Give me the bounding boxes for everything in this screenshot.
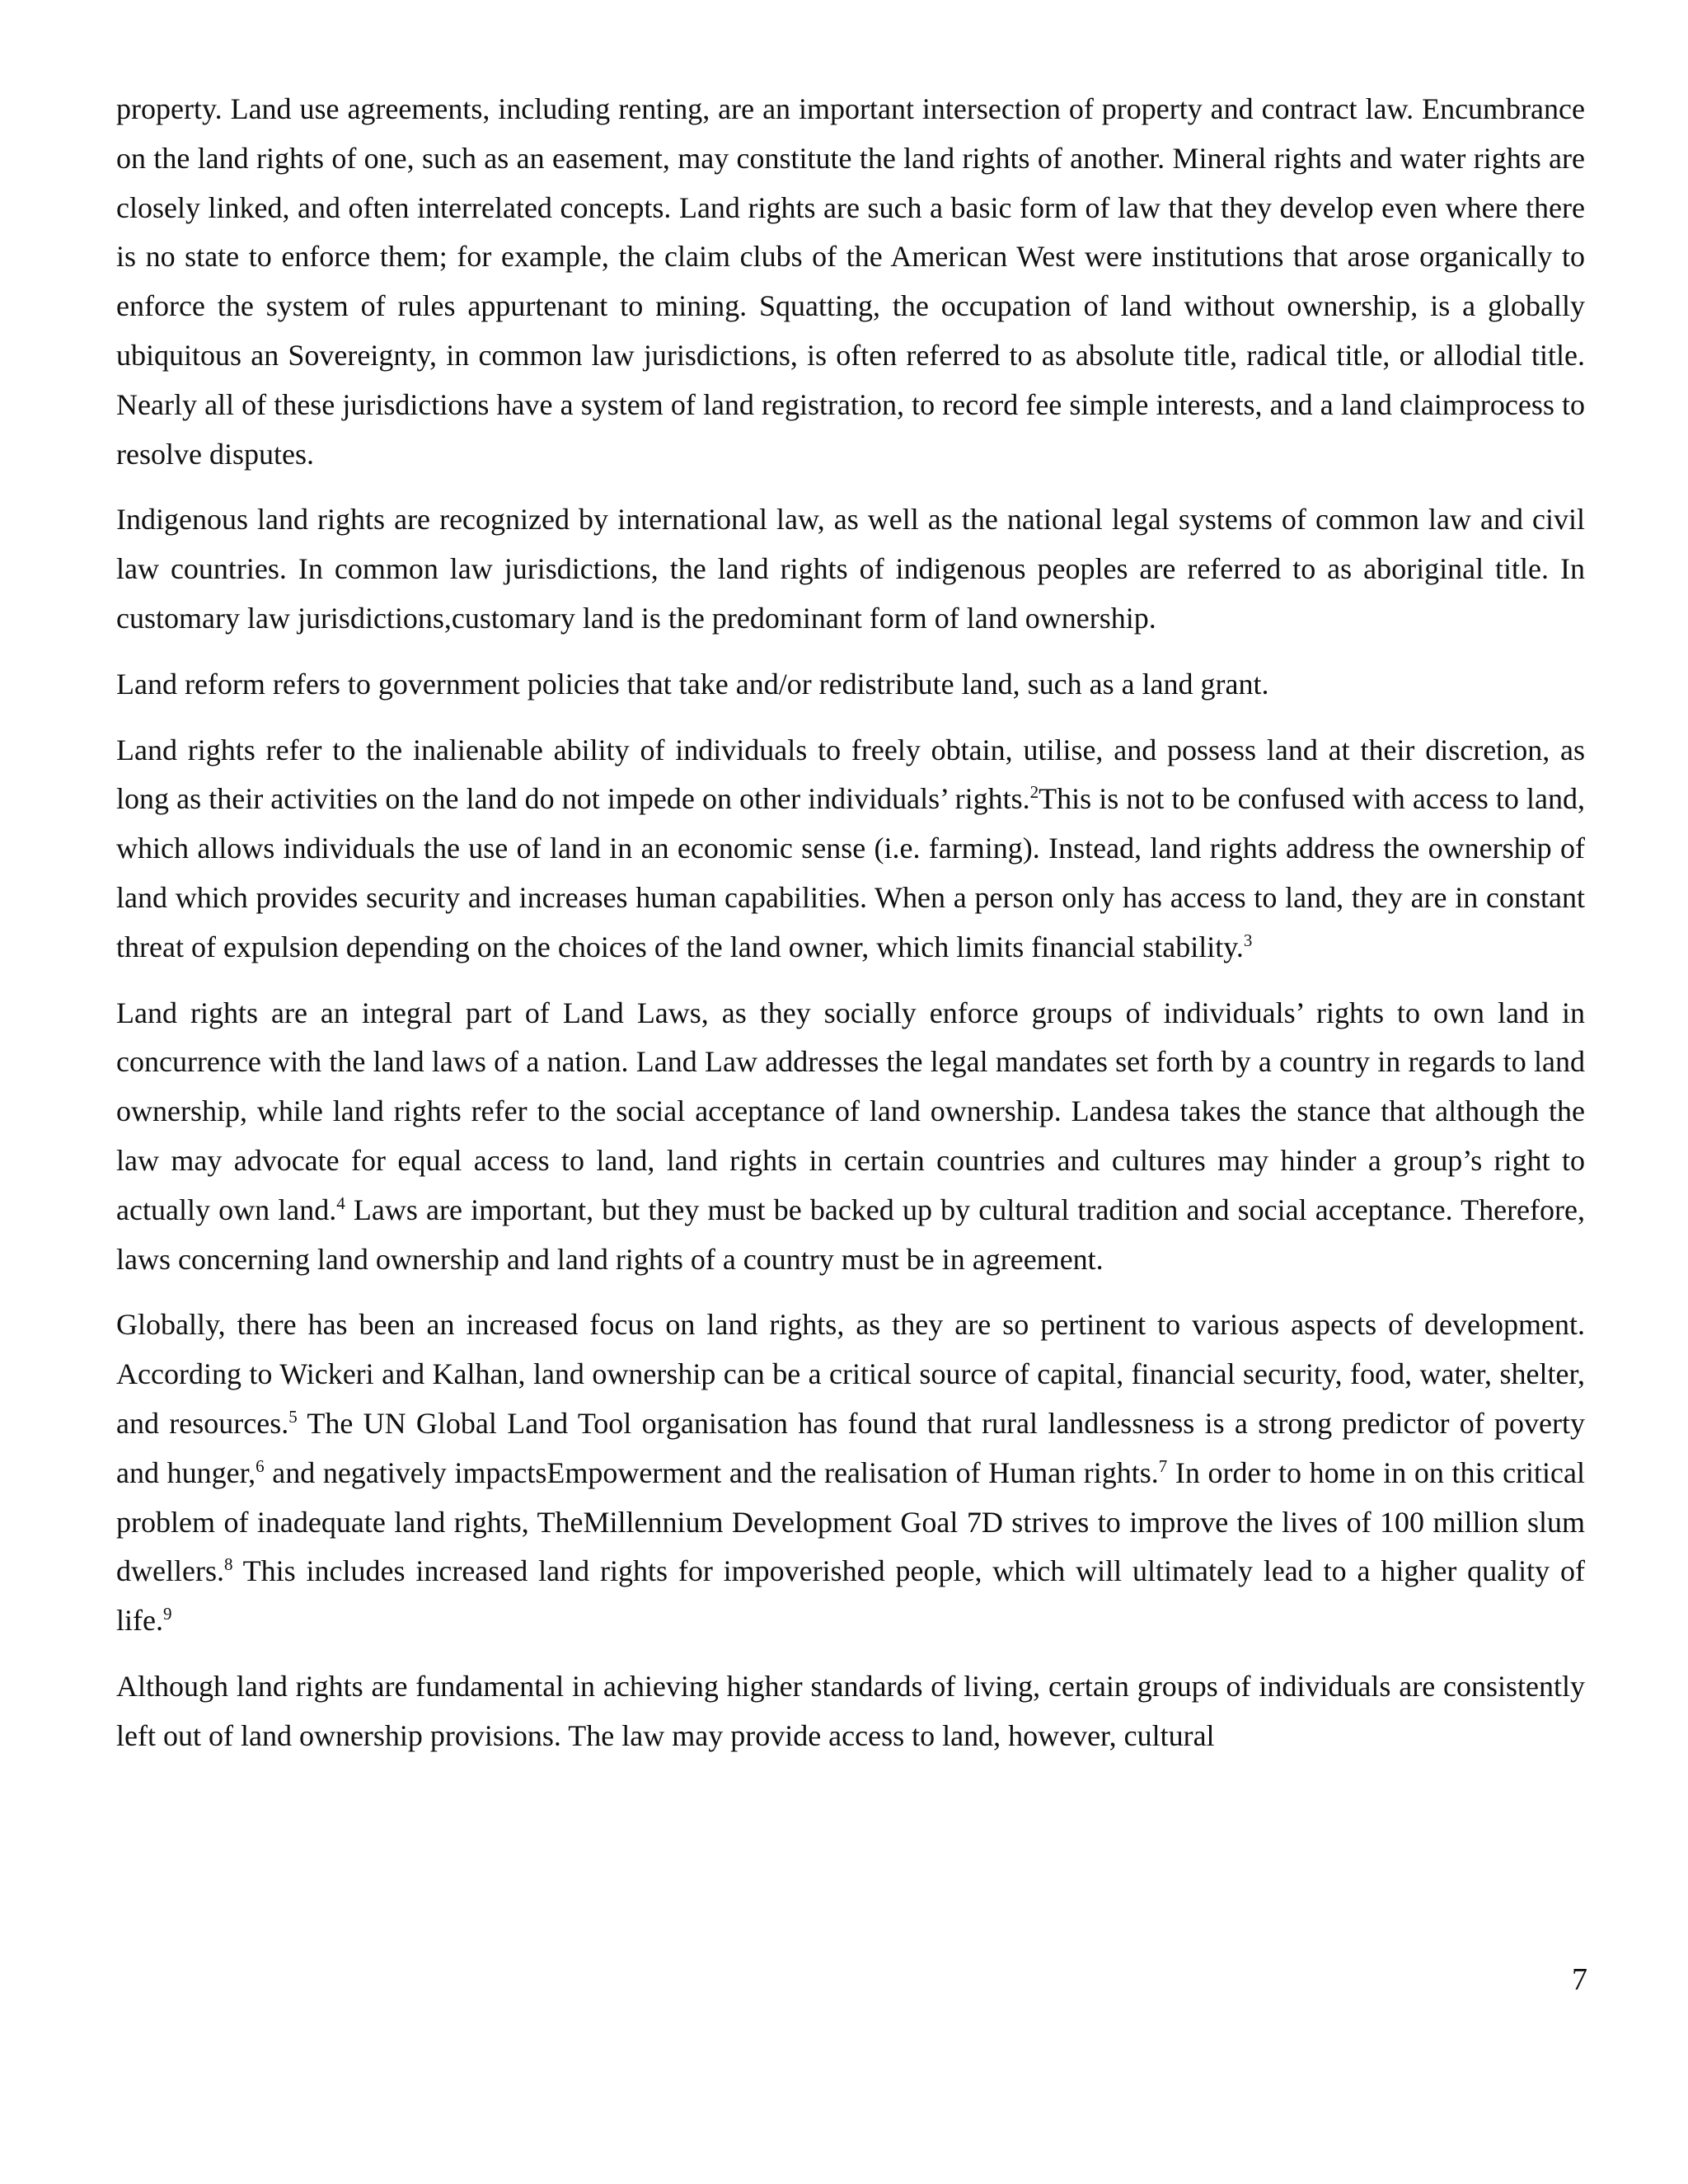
paragraph-text: Land rights refer to the inalienable ability of individuals to freely obtain, utilise, and possess land at their discretion, as long as their activities on the land do not impede on other individuals’ rights. (116, 733, 1585, 816)
paragraph-7 (116, 1662, 1585, 1761)
paragraph-text: and negatively impactsEmpowerment and the realisation of Human rights. (264, 1455, 1159, 1489)
paragraph-text: Land reform refers to government policies that take and/or redistribute land, such as a land grant. (116, 667, 1269, 701)
paragraph-text: Globally, there has been an increased focus on land rights, as they are so pertinent to various aspects of development. According to Wickeri and Kalhan, land ownership can be a critical source of capital, financial security, food, water, shelter, and resources. (116, 1308, 1585, 1440)
document-body (116, 85, 1585, 1778)
paragraph-5 (116, 989, 1585, 1285)
paragraph-3 (116, 660, 1585, 710)
page-number: 7 (1572, 1962, 1587, 1997)
footnote-reference-3: 3 (1243, 930, 1253, 950)
paragraph-text: The UN Global Land Tool organisation has found that rural landlessness is a strong predictor of poverty and hunger, (116, 1406, 1585, 1489)
paragraph-4 (116, 726, 1585, 972)
footnote-reference-6: 6 (256, 1455, 265, 1476)
paragraph-text: Indigenous land rights are recognized by international law, as well as the national legal systems of common law and civil law countries. In common law jurisdictions, the land rights of indigenous peoples are referred to as aboriginal title. In customary law jurisdictions,customary land is the predominant form of land ownership. (116, 503, 1585, 635)
footnote-reference-4: 4 (336, 1193, 345, 1213)
paragraph-text: This is not to be confused with access to land, which allows individuals the use of land in an economic sense (i.e. farming). Instead, land rights address the ownership of land which provides security and increases human capabilities. When a person only has access to land, they are in constant threat of expulsion depending on the choices of the land owner, which limits financial stability. (116, 782, 1586, 963)
paragraph-1 (116, 85, 1585, 479)
footnote-reference-8: 8 (223, 1554, 233, 1575)
paragraph-text: Although land rights are fundamental in achieving higher standards of living, certain groups of individuals are consistently left out of land ownership provisions. The law may provide access to land, however, cultural (116, 1669, 1585, 1752)
paragraph-text: Land rights are an integral part of Land Laws, as they socially enforce groups of individuals’ rights to own land in concurrence with the land laws of a nation. Land Law addresses the legal mandates set forth by a country in regards to land ownership, while land rights refer to the social acceptance of land ownership. Landesa takes the stance that although the law may advocate for equal access to land, land rights in certain countries and cultures may hinder a group’s right to actually own land. (116, 996, 1585, 1226)
paragraph-text: In order to home in on this critical problem of inadequate land rights, TheMillennium Development Goal 7D strives to improve the lives of 100 million slum dwellers. (116, 1455, 1586, 1588)
footnote-reference-9: 9 (162, 1604, 172, 1624)
paragraph-6 (116, 1301, 1585, 1646)
paragraph-2 (116, 495, 1585, 643)
footnote-reference-5: 5 (288, 1406, 298, 1427)
paragraph-text: Laws are important, but they must be backed up by cultural tradition and social acceptance. Therefore, laws concerning land ownership and land rights of a country must be in agreement. (116, 1193, 1585, 1276)
footnote-reference-2: 2 (1029, 782, 1039, 803)
paragraph-text: property. Land use agreements, including renting, are an important intersection of property and contract law. Encumbrance on the land rights of one, such as an easement, may constitute the land rights of another. Mineral rights and water rights are closely linked, and often interrelated concepts. Land rights are such a basic form of law that they develop even where there is no state to enforce them; for example, the claim clubs of the American West were institutions that arose organically to enforce the system of rules appurtenant to mining. Squatting, the occupation of land without ownership, is a globally ubiquitous an Sovereignty, in common law jurisdictions, is often referred to as absolute title, radical title, or allodial title. Nearly all of these jurisdictions have a system of land registration, to record fee simple interests, and a land claimprocess to resolve disputes. (116, 92, 1585, 471)
paragraph-text: This includes increased land rights for impoverished people, which will ultimately lead to a higher quality of life. (116, 1554, 1585, 1638)
footnote-reference-7: 7 (1158, 1455, 1168, 1476)
